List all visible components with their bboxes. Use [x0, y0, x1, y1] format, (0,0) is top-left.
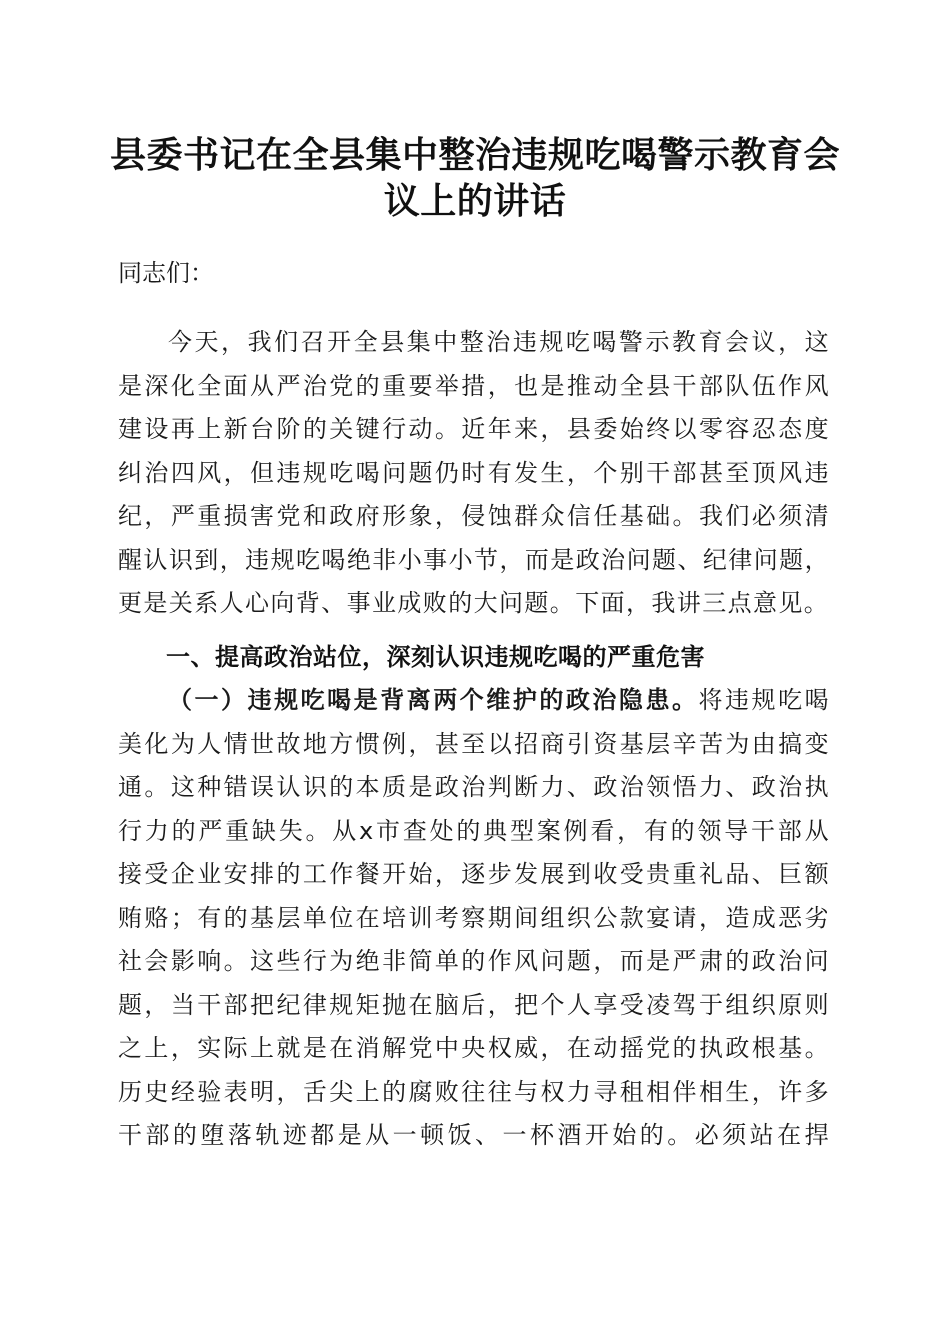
paragraph-line: 历史经验表明，舌尖上的腐败往往与权力寻租相伴相生，许多 — [118, 1077, 830, 1106]
paragraph-line-rest: 将违规吃喝 — [698, 686, 830, 714]
paragraph-line: 美化为人情世故地方惯例，甚至以招商引资基层辛苦为由搞变 — [118, 729, 830, 758]
paragraph-line: 干部的堕落轨迹都是从一顿饭、一杯酒开始的。必须站在捍 — [118, 1121, 830, 1149]
subsection-paragraph — [118, 679, 830, 1158]
paragraph-line: 题，当干部把纪律规矩抛在脑后，把个人享受凌驾于组织原则 — [118, 990, 830, 1019]
paragraph-line: 是深化全面从严治党的重要举措，也是推动全县干部队伍作风 — [118, 371, 830, 400]
title-line-2: 议上的讲话 — [383, 180, 567, 222]
opening-paragraph — [118, 321, 830, 626]
subsection-heading: （一）违规吃喝是背离两个维护的政治隐患。 — [168, 686, 699, 714]
paragraph-line: 建设再上新台阶的关键行动。近年来，县委始终以零容忍态度 — [118, 415, 830, 443]
document-title — [100, 132, 850, 224]
paragraph-line: 通。这种错误认识的本质是政治判断力、政治领悟力、政治执 — [118, 773, 830, 801]
paragraph-line: 更是关系人心向背、事业成败的大问题。下面，我讲三点意见。 — [118, 589, 830, 617]
paragraph-first-line — [118, 679, 830, 723]
salutation: 同志们： — [118, 259, 214, 287]
paragraph-line: 纪，严重损害党和政府形象，侵蚀群众信任基础。我们必须清 — [118, 502, 830, 530]
paragraph-line: 贿赂；有的基层单位在培训考察期间组织公款宴请，造成恶劣 — [118, 903, 830, 932]
paragraph-line: 醒认识到，违规吃喝绝非小事小节，而是政治问题、纪律问题， — [118, 545, 830, 574]
paragraph-line: 接受企业安排的工作餐开始，逐步发展到收受贵重礼品、巨额 — [118, 860, 830, 888]
paragraph-line: 之上，实际上就是在消解党中央权威，在动摇党的执政根基。 — [118, 1034, 830, 1062]
section-heading: 一、提高政治站位，深刻认识违规吃喝的严重危害 — [166, 643, 705, 671]
paragraph-line: 行力的严重缺失。从x市查处的典型案例看，有的领导干部从 — [118, 816, 830, 845]
title-line-1: 县委书记在全县集中整治违规吃喝警示教育会 — [109, 134, 840, 176]
paragraph-line: 社会影响。这些行为绝非简单的作风问题，而是严肃的政治问 — [118, 947, 830, 975]
paragraph-line: 纠治四风，但违规吃喝问题仍时有发生，个别干部甚至顶风违 — [118, 458, 830, 487]
paragraph-line: 今天，我们召开全县集中整治违规吃喝警示教育会议，这 — [168, 328, 830, 356]
